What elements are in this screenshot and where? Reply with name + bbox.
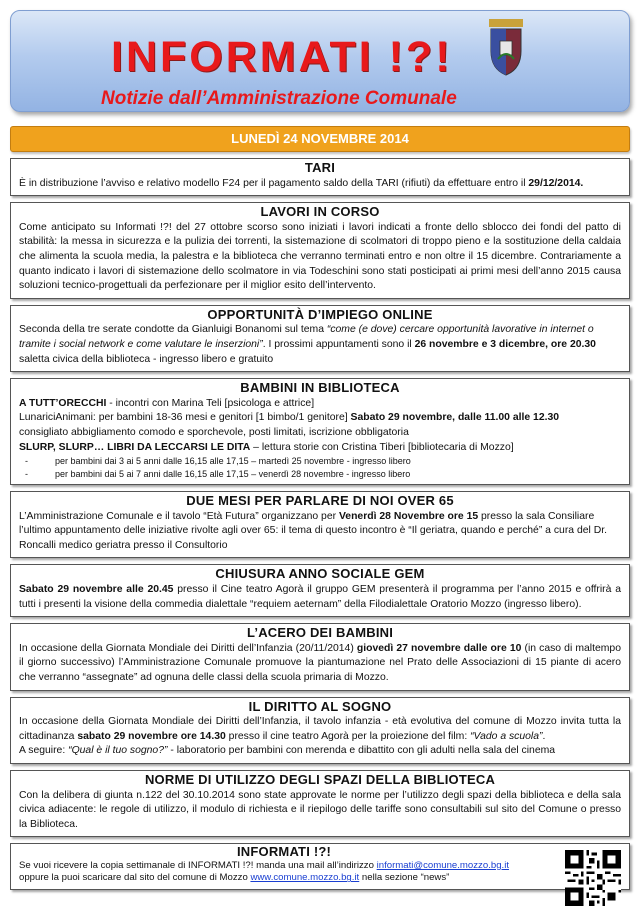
section-title: DUE MESI PER PARLARE DI NOI OVER 65 bbox=[186, 493, 454, 509]
section-title: TARI bbox=[304, 160, 336, 175]
section-text: È in distribuzione l’avviso e relativo modello F24 per il pagamento saldo della TARI (rifiuti) da effettuare entro il 29/12/2014. bbox=[19, 177, 584, 189]
section-over65 bbox=[10, 491, 630, 558]
section-sogno bbox=[10, 697, 630, 764]
section-text: Sabato 29 novembre alle 20.45 presso il Cine teatro Agorà il gruppo GEM presenterà il programma per l’anno 2015 e offrirà a tutti i presenti la visione della commedia dialettale “requiem aeternam” della Filodialettale Oratorio Mozzo (ingresso libero). bbox=[19, 584, 622, 610]
footer-text: Se vuoi ricevere la copia settimanale di INFORMATI !?! manda una mail all’indirizzo informati@comune.mozzo.bg.it oppure la puoi scaricare dal sito del comune di Mozzo www.comune.mozzo.bg.it nella sezione “news” bbox=[19, 859, 509, 884]
section-tari bbox=[10, 158, 630, 196]
section-gem bbox=[10, 564, 630, 617]
section-title: CHIUSURA ANNO SOCIALE GEM bbox=[215, 566, 425, 582]
section-text: In occasione della Giornata Mondiale dei Diritti dell’Infanzia, il tavolo infanzia - età evolutiva del comune di Mozzo invita tutta la cittadinanza sabato 29 novembre ore 14.30 presso il cine teatro Agorà per la proiezione del film: “Vado a scuola”. A seguire: “Qual è il tuo sogno?” - laboratorio per bambini con merenda e dibattito con gli adulti nella sala del cinema bbox=[19, 716, 621, 757]
qr-code-icon[interactable] bbox=[565, 850, 621, 906]
section-title: BAMBINI IN BIBLIOTECA bbox=[240, 380, 400, 396]
newsletter-page bbox=[10, 10, 630, 890]
website-link[interactable]: www.comune.mozzo.bg.it bbox=[250, 872, 360, 884]
section-bambini bbox=[10, 378, 630, 485]
section-title: LAVORI IN CORSO bbox=[260, 204, 380, 220]
section-text: Come anticipato su Informati !?! del 27 ottobre scorso sono iniziati i lavori indicati a fronte dello sblocco dei fondi del patto di stabilità: la messa in sicurezza e la pulizia dei torrenti, la sistemazione di scolmatori di troppo pieno e la sostituzione della caldaia che alimenta la scuola media, la palestra e la biblioteca che verranno terminati entro e non oltre il 15 dicembre. Contrariamente a quanto indicato i lavori di sistemazione dello scolmatore in via Todeschini sono stati posticipati ai primi mesi dell’anno 2015 causa soluzioni tecnico-progettuali da perfezionare per il miglior esito dell’intervento. bbox=[19, 221, 621, 292]
section-footer bbox=[10, 843, 630, 890]
section-text: Con la delibera di giunta n.122 del 30.10.2014 sono state approvate le norme per l’utilizzo degli spazi della biblioteca e della sala civica adiacente: le regole di utilizzo, il modulo di richiesta e il riepilogo delle tariffe sono consultabili sul sito del Comune o presso la Biblioteca. bbox=[19, 789, 621, 830]
section-text: L’Amministrazione Comunale e il tavolo “Età Futura” organizzano per Venerdì 28 Novembre ore 15 presso la sala Consiliare l’ultimo appuntamento delle iniziative rivolte agli over 65: il tema di questo incontro è “Il geriatra, quando e perché” a cura del Dr. Roncalli medico geriatra presso il Consultorio bbox=[19, 510, 607, 551]
section-lavori bbox=[10, 202, 630, 299]
section-opportunita bbox=[10, 305, 630, 372]
newsletter-title: INFORMATI !?! bbox=[111, 33, 453, 81]
section-title: L’ACERO DEI BAMBINI bbox=[246, 625, 394, 641]
list-item: - per bambini dai 3 ai 5 anni dalle 16,15 alle 17,15 – martedì 25 novembre - ingresso libero bbox=[55, 455, 621, 468]
municipal-crest-icon bbox=[483, 19, 529, 77]
newsletter-subtitle: Notizie dall’Amministrazione Comunale bbox=[101, 88, 457, 109]
list-item: - per bambini dai 5 ai 7 anni dalle 16,15 alle 17,15 – venerdì 28 novembre - ingresso libero bbox=[55, 468, 621, 481]
email-link[interactable]: informati@comune.mozzo.bg.it bbox=[376, 859, 509, 871]
section-text: A TUTT’ORECCHI - incontri con Marina Teli [psicologa e attrice] LunariciAnimani: per bambini 18-36 mesi e genitori [1 bimbo/1 genitore] Sabato 29 novembre, dalle 11.00 alle 12.30 consigliato abbigliamento comodo e sporchevole, posti limitati, iscrizione obbligatoria SLURP, SLURP… LIBRI DA LECCARSI LE DITA – lettura storie con Cristina Tiberi [bibliotecaria di Mozzo] bbox=[19, 397, 560, 453]
section-title: NORME DI UTILIZZO DEGLI SPAZI DELLA BIBLIOTECA bbox=[144, 772, 496, 787]
section-title: IL DIRITTO AL SOGNO bbox=[248, 698, 392, 714]
section-title: INFORMATI !?! bbox=[236, 844, 332, 860]
date-banner: LUNEDÌ 24 NOVEMBRE 2014 bbox=[10, 126, 630, 152]
section-norme bbox=[10, 770, 630, 837]
header-banner bbox=[10, 10, 630, 112]
event-list bbox=[19, 455, 621, 480]
section-text: In occasione della Giornata Mondiale dei Diritti dell’Infanzia (20/11/2014) giovedì 27 novembre dalle ore 10 (in caso di maltempo il giorno successivo) l’Amministrazione Comunale promuove la piantumazione nel Prato delle Associazioni di 15 piante di acero che verranno “assegnate” ad ognuna delle classi della scuola primaria di Mozzo. bbox=[19, 642, 621, 684]
section-text: Seconda della tre serate condotte da Gianluigi Bonanomi sul tema “come (e dove) cercare opportunità lavorative in internet o tramite i social network e come valutare le inserzioni”. I prossimi appuntamenti sono il 26 novembre e 3 dicembre, ore 20.30 saletta civica della biblioteca - ingresso libero e gratuito bbox=[19, 324, 596, 365]
section-acero bbox=[10, 623, 630, 690]
section-title: OPPORTUNITÀ D’IMPIEGO ONLINE bbox=[207, 306, 433, 322]
